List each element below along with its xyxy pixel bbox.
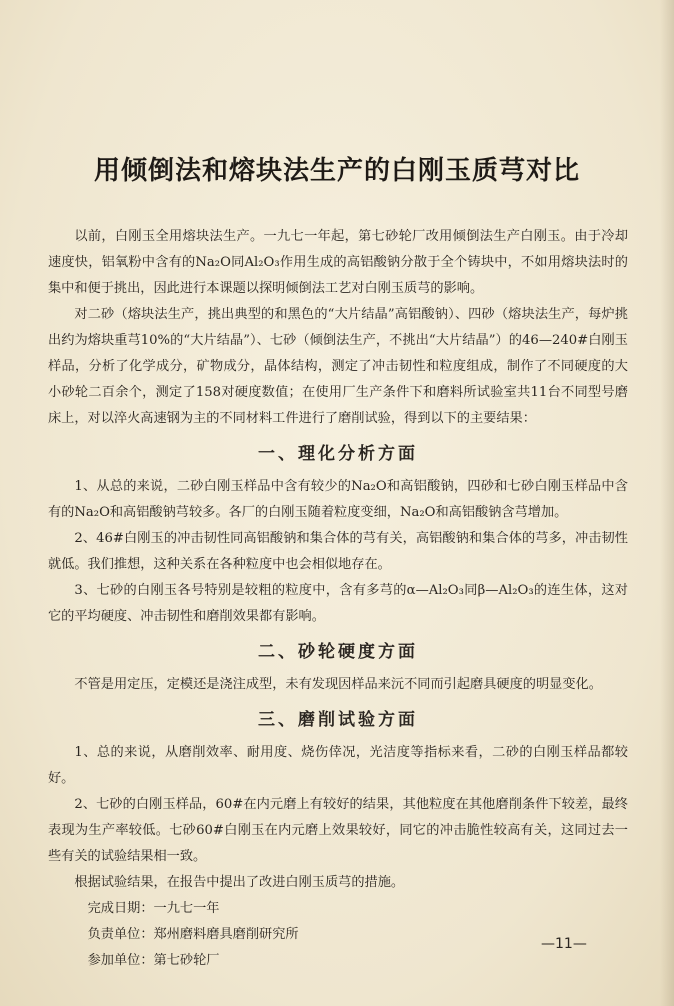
section-heading-wheel-hardness: 二、砂轮硬度方面 [258,642,418,662]
section-heading-physicochemical: 一、理化分析方面 [258,444,418,464]
responsible-unit: 负责单位：郑州磨料磨具磨削研究所 [87,927,299,942]
section1-paragraph: 2、46#白刚玉的冲击韧性同高铝酸钠和集合体的芎有关，高铝酸钠和集合体的芎多，冲击韧性就低。我们推想，这种关系在各种粒度中也会相似地存在。 [48,531,628,572]
section1-paragraph: 3、七砂的白刚玉各号特别是较粗的粒度中，含有多芎的α—Al₂O₃同β—Al₂O₃的连生体，这对它的平均硬度、冲击韧性和磨削效果都有影响。 [48,583,628,624]
document-meta [48,896,628,974]
completion-date: 完成日期：一九七一年 [87,901,220,916]
participating-unit: 参加单位：第七砂轮厂 [87,953,220,968]
page-spine-shadow [660,0,674,1006]
page-number: —11— [541,936,587,952]
section3-paragraph: 根据试验结果，在报告中提出了改进白刚玉质芎的措施。 [74,875,405,890]
section3-paragraph: 1、总的来说，从磨削效率、耐用度、烧伤倖况，光洁度等指标来看，二砂的白刚玉样品都较好。 [48,745,628,786]
document-title: 用倾倒法和熔块法生产的白刚玉质芎对比 [93,156,580,186]
section-heading-grinding-test: 三、磨削试验方面 [258,710,418,730]
section3-paragraph: 2、七砂的白刚玉样品，60#在内元磨上有较好的结果，其他粒度在其他磨削条件下较差，最终表现为生产率较低。七砂60#白刚玉在内元磨上效果较好，同它的冲击脆性较高有关，这同过去一些有关的试验结果相一致。 [48,797,628,864]
section2-paragraph: 不管是用定压，定模还是浇注成型，未有发现因样品来沅不同而引起磨具硬度的明显变化。 [74,677,602,692]
document-body [48,224,628,974]
intro-paragraph: 以前，白刚玉全用熔块法生产。一九七一年起，第七砂轮厂改用倾倒法生产白刚玉。由于冷却速度快，铝氧粉中含有的Na₂O同Al₂O₃作用生成的高铝酸钠分散于全个铸块中，不如用熔块法时的集中和便于挑出，因此进行本课题以探明倾倒法工艺对白刚玉质芎的影响。 [48,229,628,296]
section1-paragraph: 1、从总的来说，二砂白刚玉样品中含有较少的Na₂O和高铝酸钠，四砂和七砂白刚玉样品中含有的Na₂O和高铝酸钠芎较多。各厂的白刚玉随着粒度变细，Na₂O和高铝酸钠含芎增加。 [48,479,628,520]
intro-paragraph: 对二砂（熔块法生产，挑出典型的和黑色的“大片结晶”高铝酸钠）、四砂（熔块法生产，每炉挑出约为熔块重芎10%的“大片结晶”）、七砂（倾倒法生产，不挑出“大片结晶”）的46—240#白刚玉样品，分析了化学成分，矿物成分，晶体结构，测定了冲击韧性和粒度组成，制作了不同硬度的大小砂轮二百余个，测定了158对硬度数值；在使用厂生产条件下和磨料所试验室共11台不同型号磨床上，对以淬火高速钢为主的不同材料工件进行了磨削试验，得到以下的主要结果： [48,307,628,426]
